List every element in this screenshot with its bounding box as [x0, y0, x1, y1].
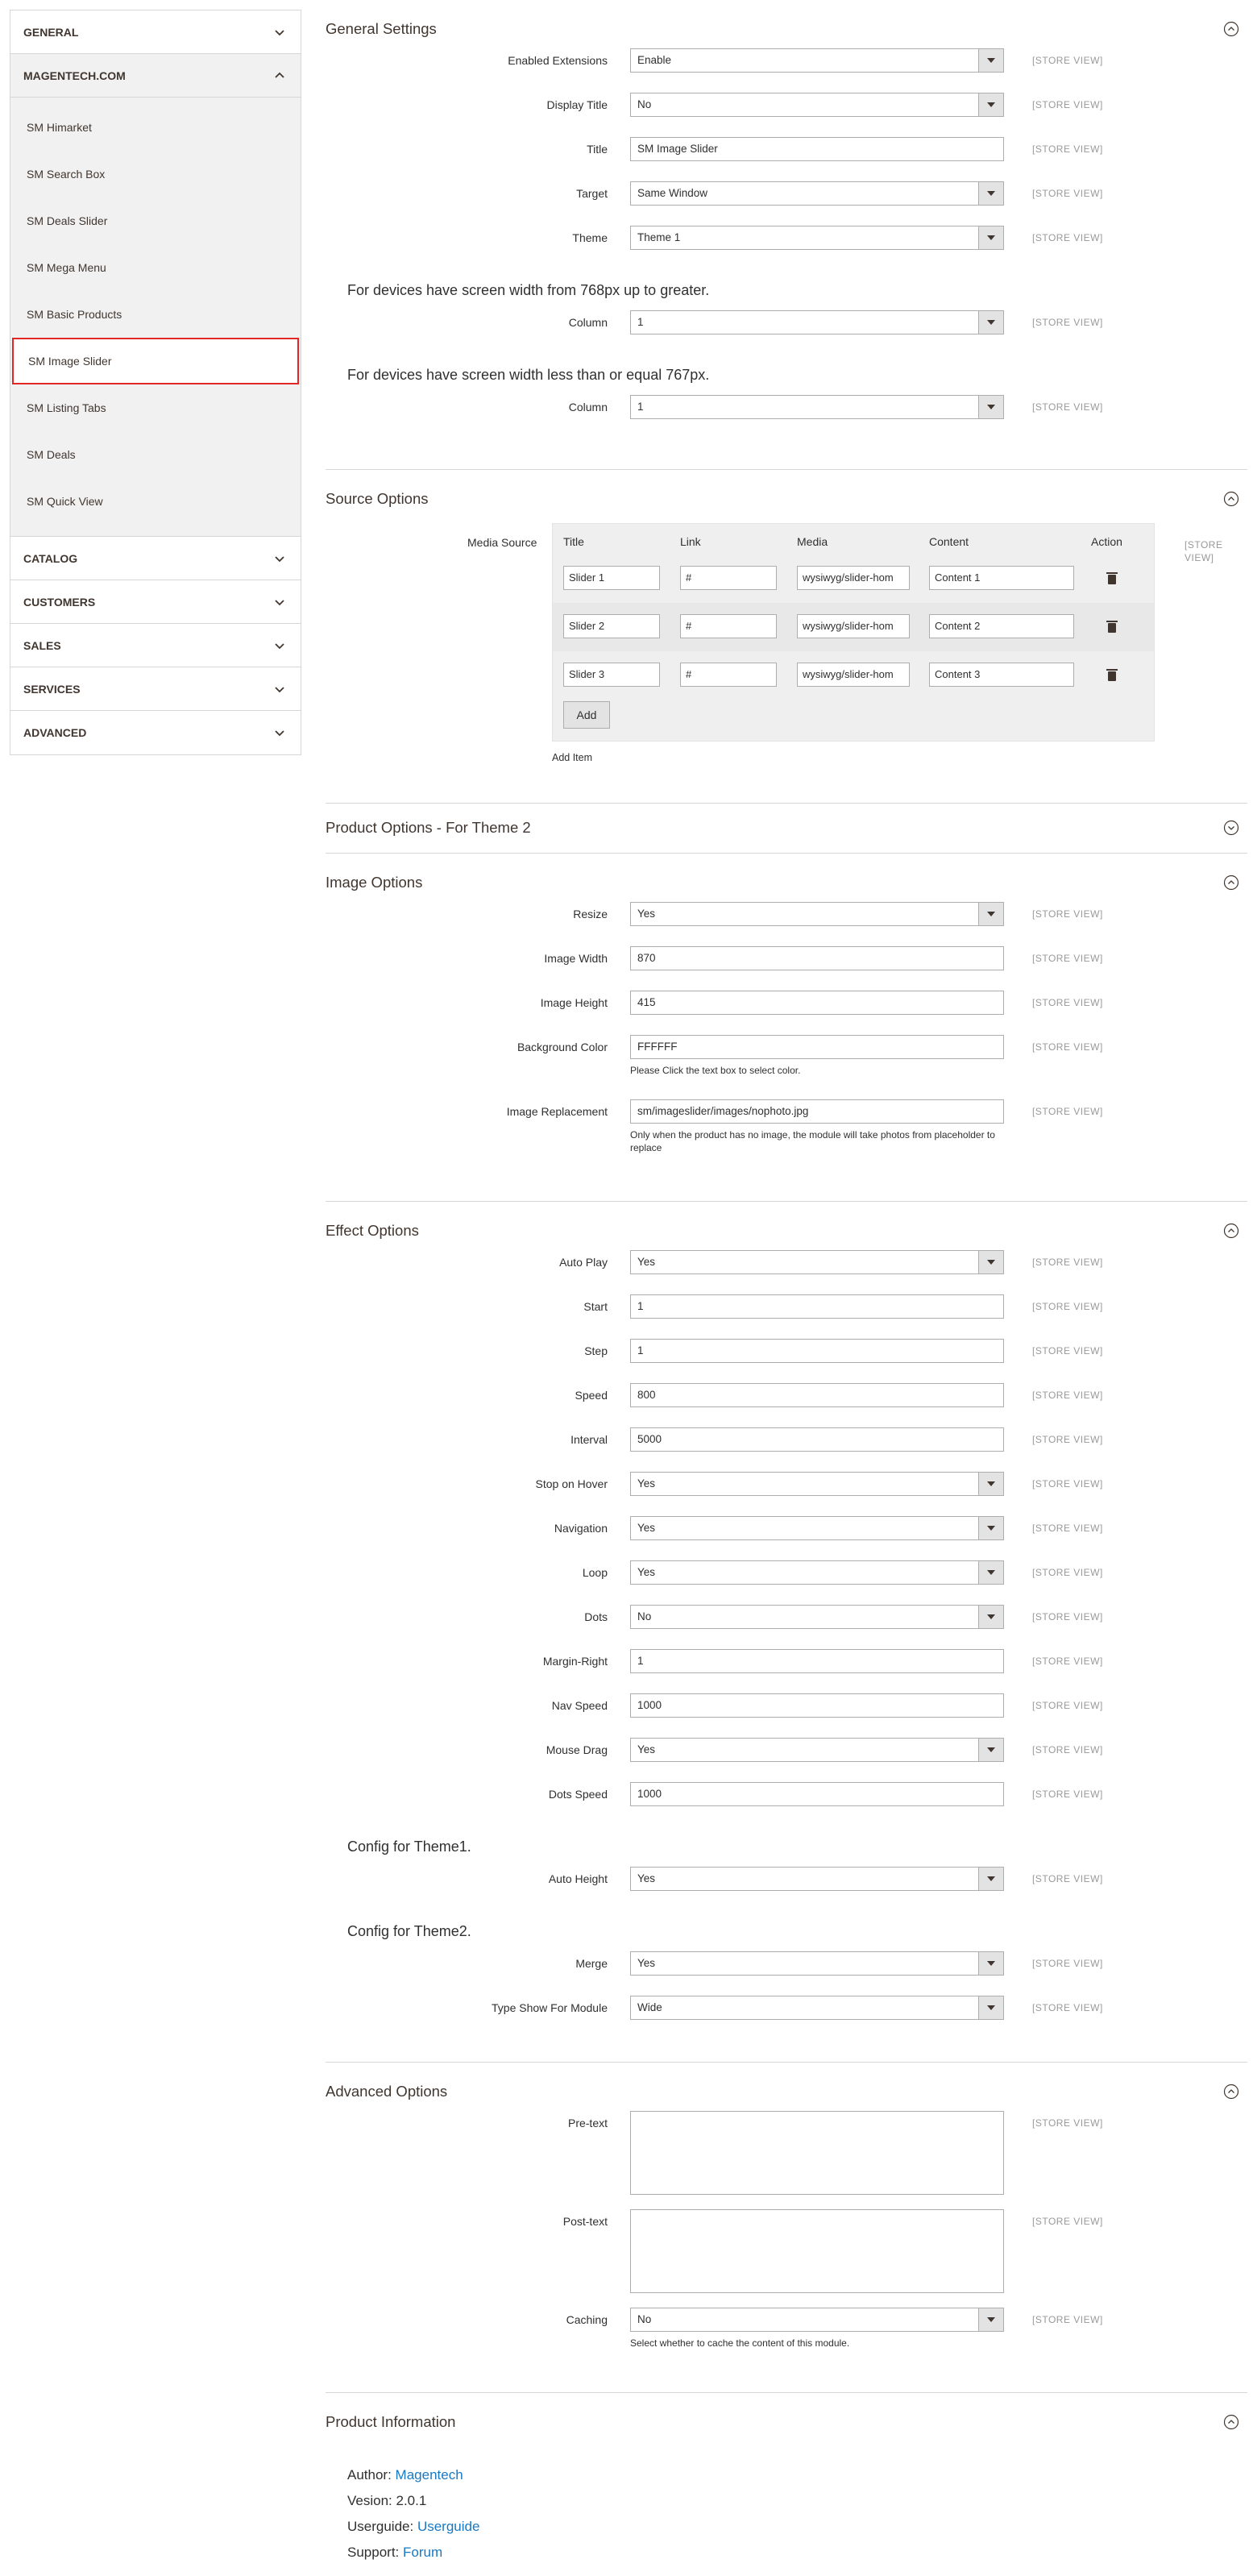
- store-view-scope: [STORE VIEW]: [1032, 2216, 1103, 2227]
- product-information-header[interactable]: [326, 2393, 1247, 2441]
- column-large-select[interactable]: 1: [630, 310, 1004, 334]
- field-margin-right: [326, 1649, 1247, 1693]
- field-dots: [326, 1605, 1247, 1649]
- image-height-input[interactable]: 415: [630, 991, 1004, 1015]
- effect-fields: [326, 1250, 1247, 1826]
- chevron-down-icon: [272, 551, 287, 566]
- general-settings-header[interactable]: [326, 0, 1247, 48]
- image-width-input[interactable]: 870: [630, 946, 1004, 970]
- add-row-button[interactable]: Add: [563, 701, 610, 729]
- field-label: Column: [568, 316, 608, 329]
- field-enabled-extensions: [326, 48, 1247, 93]
- chevron-down-icon: [272, 638, 287, 653]
- sidebar-item-sm-himarket[interactable]: SM Himarket: [27, 121, 92, 134]
- field-label: Target: [576, 187, 608, 200]
- theme2-heading: Config for Theme2.: [347, 1922, 471, 1939]
- target-select[interactable]: Same Window: [630, 181, 1004, 206]
- product-information-section: [326, 2393, 1247, 2566]
- store-view-scope: [STORE VIEW]: [1032, 55, 1103, 66]
- slide-media-input[interactable]: wysiwyg/slider-hom: [797, 614, 910, 638]
- chevron-down-icon: [987, 235, 995, 240]
- field-mouse-drag: [326, 1738, 1247, 1782]
- field-target: [326, 181, 1247, 226]
- chevron-down-icon: [987, 58, 995, 63]
- field-loop: [326, 1560, 1247, 1605]
- sidebar-item-sm-mega-menu[interactable]: SM Mega Menu: [27, 261, 106, 274]
- store-view-scope: [STORE VIEW]: [1032, 1345, 1103, 1357]
- version-line: Vesion: 2.0.1: [347, 2493, 427, 2508]
- table-row: [553, 555, 1154, 603]
- store-view-scope: [STORE VIEW]: [1032, 1656, 1103, 1667]
- store-view-scope: [STORE VIEW]: [1032, 1390, 1103, 1401]
- field-label: Start: [583, 1300, 608, 1313]
- userguide-link[interactable]: Userguide: [417, 2519, 480, 2534]
- field-label: Image Width: [544, 952, 608, 965]
- sidebar-item-sm-deals-slider[interactable]: SM Deals Slider: [27, 214, 108, 227]
- image-options-header[interactable]: [326, 854, 1247, 902]
- tab-customers[interactable]: [10, 580, 301, 624]
- column-header-media: Media: [797, 535, 828, 548]
- chevron-down-icon: [272, 25, 287, 39]
- auto-play-select[interactable]: Yes: [630, 1250, 1004, 1274]
- column-header-link: Link: [680, 535, 701, 548]
- tab-sales[interactable]: [10, 624, 301, 667]
- add-item-hint: Add Item: [552, 752, 593, 763]
- chevron-down-icon: [987, 1570, 995, 1575]
- source-options-section: [326, 470, 1247, 804]
- margin-right-input[interactable]: 1: [630, 1649, 1004, 1673]
- store-view-scope: [STORE VIEW]: [1032, 1301, 1103, 1312]
- section-title: Product Information: [326, 2413, 456, 2430]
- field-caching: [326, 2308, 1247, 2372]
- advanced-options-section: [326, 2063, 1247, 2393]
- collapse-icon: [1223, 2084, 1239, 2100]
- type-show-select[interactable]: Wide: [630, 1996, 1004, 2020]
- chevron-down-icon: [987, 405, 995, 409]
- store-view-scope: [STORE VIEW]: [1032, 1567, 1103, 1578]
- chevron-down-icon: [987, 320, 995, 325]
- image-replacement-input[interactable]: sm/imageslider/images/nophoto.jpg: [630, 1099, 1004, 1124]
- table-row: [553, 603, 1154, 651]
- field-label: Media Source: [467, 536, 537, 549]
- field-label: Image Height: [540, 996, 608, 1009]
- field-post-text: [326, 2209, 1247, 2308]
- slide-link-input[interactable]: #: [680, 663, 777, 687]
- store-view-scope: [STORE VIEW]: [1032, 1744, 1103, 1755]
- tab-magentech[interactable]: [10, 54, 301, 98]
- interval-input[interactable]: 5000: [630, 1427, 1004, 1452]
- store-view-scope: [STORE VIEW]: [1032, 908, 1103, 920]
- field-label: Pre-text: [567, 2117, 608, 2129]
- store-view-scope: [STORE VIEW]: [1032, 2117, 1103, 2129]
- general-settings-section: [326, 0, 1247, 470]
- chevron-down-icon: [987, 1961, 995, 1966]
- field-label: Background Color: [517, 1041, 608, 1053]
- tab-services-label: SERVICES: [23, 682, 81, 696]
- slide-media-input[interactable]: wysiwyg/slider-hom: [797, 566, 910, 590]
- field-label: Column: [568, 401, 608, 413]
- expand-icon: [1223, 820, 1239, 836]
- field-label: Image Replacement: [506, 1105, 608, 1118]
- slide-title-input[interactable]: Slider 3: [563, 663, 660, 687]
- background-color-input[interactable]: FFFFFF: [630, 1035, 1004, 1059]
- column-header-content: Content: [929, 535, 969, 548]
- tab-sales-label: SALES: [23, 638, 61, 652]
- dots-speed-input[interactable]: 1000: [630, 1782, 1004, 1806]
- product-info-list: [326, 2441, 1247, 2566]
- sidebar-item-sm-quick-view[interactable]: SM Quick View: [27, 495, 103, 508]
- store-view-scope: [STORE VIEW]: [1032, 1523, 1103, 1534]
- field-column-large: [326, 310, 1247, 355]
- field-label: Type Show For Module: [492, 2001, 608, 2014]
- trash-icon[interactable]: [1108, 623, 1116, 633]
- effect-options-header[interactable]: [326, 1202, 1247, 1250]
- sidebar-item-sm-search-box[interactable]: SM Search Box: [27, 168, 106, 181]
- store-view-scope: [STORE VIEW]: [1032, 99, 1103, 110]
- column-header-title: Title: [563, 535, 584, 548]
- chevron-down-icon: [987, 1526, 995, 1531]
- media-source-table: [552, 523, 1155, 742]
- field-pre-text: [326, 2111, 1247, 2209]
- store-view-scope: [STORE VIEW]: [1032, 997, 1103, 1008]
- chevron-up-icon: [272, 69, 287, 83]
- media-source-field: [326, 518, 1247, 841]
- chevron-down-icon: [987, 102, 995, 107]
- trash-icon[interactable]: [1108, 671, 1116, 681]
- store-view-scope: [STORE VIEW]: [1032, 143, 1103, 155]
- store-view-scope: [STORE VIEW]: [1032, 1611, 1103, 1622]
- field-merge: [326, 1951, 1247, 1996]
- mouse-drag-select[interactable]: Yes: [630, 1738, 1004, 1762]
- product-options-header[interactable]: [326, 804, 1247, 852]
- store-view-scope: [STORE VIEW]: [1032, 1434, 1103, 1445]
- source-options-header[interactable]: [326, 470, 1247, 518]
- sidebar-item-sm-basic-products[interactable]: SM Basic Products: [27, 308, 122, 321]
- title-input[interactable]: SM Image Slider: [630, 137, 1004, 161]
- field-dots-speed: [326, 1782, 1247, 1826]
- step-input[interactable]: 1: [630, 1339, 1004, 1363]
- enabled-extensions-select[interactable]: Enable: [630, 48, 1004, 73]
- collapse-icon: [1223, 875, 1239, 891]
- field-image-replacement: [326, 1099, 1247, 1164]
- store-view-scope: [STORE VIEW]: [1032, 1041, 1103, 1053]
- field-label: Auto Height: [548, 1872, 608, 1885]
- post-text-textarea[interactable]: [630, 2209, 1004, 2293]
- chevron-down-icon: [987, 1747, 995, 1752]
- column-small-select[interactable]: 1: [630, 395, 1004, 419]
- collapse-icon: [1223, 2414, 1239, 2430]
- field-resize: [326, 902, 1247, 946]
- resize-select[interactable]: Yes: [630, 902, 1004, 926]
- slide-link-input[interactable]: #: [680, 566, 777, 590]
- slide-content-input[interactable]: Content 3: [929, 663, 1074, 687]
- chevron-down-icon: [987, 1481, 995, 1486]
- tab-magentech-label: MAGENTECH.COM: [23, 69, 126, 82]
- field-image-height: [326, 991, 1247, 1035]
- store-view-scope: [STORE VIEW]: [1032, 232, 1103, 243]
- dots-select[interactable]: No: [630, 1605, 1004, 1629]
- slide-title-input[interactable]: Slider 1: [563, 566, 660, 590]
- store-view-scope: [STORE VIEW]: [1032, 1257, 1103, 1268]
- field-label: Post-text: [562, 2215, 608, 2228]
- advanced-options-header[interactable]: [326, 2063, 1247, 2111]
- chevron-down-icon: [272, 595, 287, 609]
- section-title: Advanced Options: [326, 2083, 448, 2100]
- field-start: [326, 1294, 1247, 1339]
- section-title: Source Options: [326, 490, 429, 507]
- stop-on-hover-select[interactable]: Yes: [630, 1472, 1004, 1496]
- field-note: Select whether to cache the content of this module.: [630, 2337, 850, 2349]
- store-view-scope: [STORE VIEW]: [1185, 539, 1223, 563]
- theme-select[interactable]: Theme 1: [630, 226, 1004, 250]
- field-speed: [326, 1383, 1247, 1427]
- column-header-action: Action: [1091, 535, 1122, 548]
- speed-input[interactable]: 800: [630, 1383, 1004, 1407]
- tab-customers-label: CUSTOMERS: [23, 595, 96, 609]
- author-line: Author: Magentech: [347, 2467, 463, 2483]
- field-note: Only when the product has no image, the module will take photos from placeholder to replace: [630, 1129, 995, 1153]
- tab-catalog-label: CATALOG: [23, 551, 78, 565]
- field-column-small: [326, 395, 1247, 439]
- field-label: Stop on Hover: [535, 1477, 608, 1490]
- store-view-scope: [STORE VIEW]: [1032, 1789, 1103, 1800]
- field-label: Display Title: [546, 98, 608, 111]
- chevron-down-icon: [987, 2005, 995, 2010]
- loop-select[interactable]: Yes: [630, 1560, 1004, 1585]
- field-label: Resize: [573, 908, 608, 920]
- store-view-scope: [STORE VIEW]: [1032, 1873, 1103, 1884]
- field-label: Theme: [572, 231, 608, 244]
- store-view-scope: [STORE VIEW]: [1032, 317, 1103, 328]
- userguide-line: Userguide: Userguide: [347, 2519, 480, 2534]
- field-label: Mouse Drag: [546, 1743, 608, 1756]
- effect-options-section: [326, 1202, 1247, 2063]
- store-view-scope: [STORE VIEW]: [1032, 2002, 1103, 2013]
- field-label: Dots Speed: [548, 1788, 608, 1801]
- tab-general[interactable]: [10, 10, 301, 54]
- field-theme: [326, 226, 1247, 270]
- display-title-select[interactable]: No: [630, 93, 1004, 117]
- tab-advanced[interactable]: [10, 711, 301, 754]
- navigation-select[interactable]: Yes: [630, 1516, 1004, 1540]
- field-image-width: [326, 946, 1247, 991]
- slide-media-input[interactable]: wysiwyg/slider-hom: [797, 663, 910, 687]
- field-background-color: [326, 1035, 1247, 1099]
- store-view-scope: [STORE VIEW]: [1032, 1958, 1103, 1969]
- field-interval: [326, 1427, 1247, 1472]
- chevron-down-icon: [987, 1876, 995, 1881]
- field-label: Loop: [582, 1566, 608, 1579]
- config-sidebar: [10, 10, 301, 755]
- store-view-scope: [STORE VIEW]: [1032, 1106, 1103, 1117]
- merge-select[interactable]: Yes: [630, 1951, 1004, 1976]
- store-view-scope: [STORE VIEW]: [1032, 2314, 1103, 2325]
- tab-catalog[interactable]: [10, 537, 301, 580]
- image-options-section: [326, 854, 1247, 1202]
- collapse-icon: [1223, 491, 1239, 507]
- slide-content-input[interactable]: Content 1: [929, 566, 1074, 590]
- slide-content-input[interactable]: Content 2: [929, 614, 1074, 638]
- chevron-down-icon: [987, 1260, 995, 1265]
- magentech-items: [10, 98, 301, 537]
- table-row: [553, 651, 1154, 700]
- field-step: [326, 1339, 1247, 1383]
- field-label: Title: [587, 143, 608, 156]
- field-label: Enabled Extensions: [508, 54, 608, 67]
- tab-advanced-label: ADVANCED: [23, 726, 87, 739]
- start-input[interactable]: 1: [630, 1294, 1004, 1319]
- tab-general-label: GENERAL: [23, 25, 79, 39]
- store-view-scope: [STORE VIEW]: [1032, 1700, 1103, 1711]
- field-label: Navigation: [554, 1522, 608, 1535]
- caching-select[interactable]: No: [630, 2308, 1004, 2332]
- nav-speed-input[interactable]: 1000: [630, 1693, 1004, 1718]
- field-nav-speed: [326, 1693, 1247, 1738]
- author-link[interactable]: Magentech: [395, 2467, 463, 2483]
- field-stop-on-hover: [326, 1472, 1247, 1516]
- section-title: General Settings: [326, 20, 437, 37]
- chevron-down-icon: [987, 912, 995, 916]
- store-view-scope: [STORE VIEW]: [1032, 953, 1103, 964]
- field-label: Nav Speed: [551, 1699, 608, 1712]
- chevron-down-icon: [987, 1614, 995, 1619]
- field-navigation: [326, 1516, 1247, 1560]
- field-auto-play: [326, 1250, 1247, 1294]
- store-view-scope: [STORE VIEW]: [1032, 188, 1103, 199]
- collapse-icon: [1223, 21, 1239, 37]
- section-title: Product Options - For Theme 2: [326, 819, 531, 836]
- slide-title-input[interactable]: Slider 2: [563, 614, 660, 638]
- chevron-down-icon: [987, 2317, 995, 2322]
- field-auto-height: [326, 1867, 1247, 1911]
- field-label: Auto Play: [559, 1256, 608, 1269]
- sidebar-item-sm-listing-tabs[interactable]: SM Listing Tabs: [27, 401, 106, 414]
- chevron-down-icon: [987, 191, 995, 196]
- section-title: Effect Options: [326, 1222, 419, 1239]
- field-title: [326, 137, 1247, 181]
- field-note: Please Click the text box to select color.: [630, 1065, 801, 1076]
- config-main: [326, 0, 1247, 2566]
- devices-small-heading: For devices have screen width less than or equal 767px.: [347, 366, 710, 383]
- forum-link[interactable]: Forum: [403, 2545, 443, 2560]
- field-label: Dots: [584, 1610, 608, 1623]
- field-type-show: [326, 1996, 1247, 2040]
- trash-icon[interactable]: [1108, 575, 1116, 584]
- slide-link-input[interactable]: #: [680, 614, 777, 638]
- sidebar-item-sm-deals[interactable]: SM Deals: [27, 448, 76, 461]
- field-label: Margin-Right: [542, 1655, 608, 1668]
- auto-height-select[interactable]: Yes: [630, 1867, 1004, 1891]
- tab-services[interactable]: [10, 667, 301, 711]
- field-label: Merge: [575, 1957, 608, 1970]
- theme1-heading: Config for Theme1.: [347, 1838, 471, 1855]
- sidebar-item-sm-image-slider[interactable]: SM Image Slider: [12, 338, 299, 384]
- field-label: Step: [584, 1344, 608, 1357]
- field-display-title: [326, 93, 1247, 137]
- chevron-down-icon: [272, 725, 287, 740]
- store-view-scope: [STORE VIEW]: [1032, 401, 1103, 413]
- field-label: Interval: [570, 1433, 608, 1446]
- store-view-scope: [STORE VIEW]: [1032, 1478, 1103, 1490]
- collapse-icon: [1223, 1223, 1239, 1239]
- product-options-section: [326, 804, 1247, 854]
- section-title: Image Options: [326, 874, 423, 891]
- chevron-down-icon: [272, 682, 287, 696]
- pre-text-textarea[interactable]: [630, 2111, 1004, 2195]
- field-label: Caching: [566, 2313, 608, 2326]
- field-label: Speed: [575, 1389, 608, 1402]
- support-line: Support: Forum: [347, 2545, 443, 2560]
- devices-large-heading: For devices have screen width from 768px up to greater.: [347, 281, 710, 298]
